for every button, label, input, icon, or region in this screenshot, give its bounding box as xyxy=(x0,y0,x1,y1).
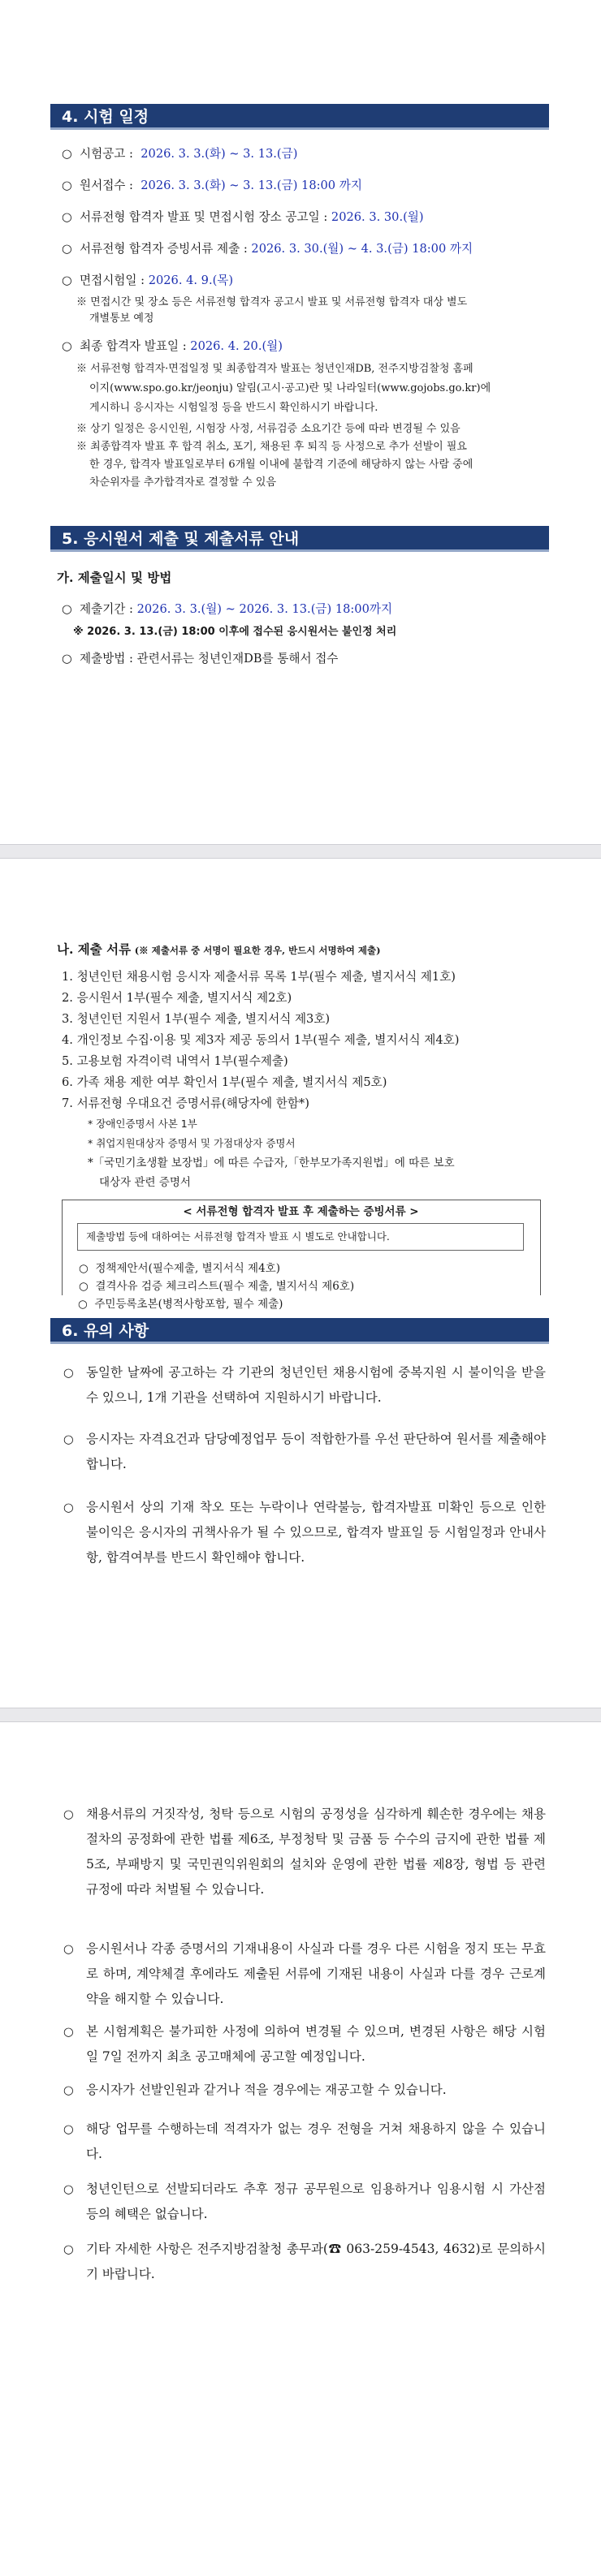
notice-paragraph: 응시자는 자격요건과 담당예정업무 등이 적합한가를 우선 판단하여 원서를 제출해야 합니다. xyxy=(86,1432,546,1471)
document-item: 7. 서류전형 우대요건 증명서류(해당자에 한함*) xyxy=(62,1096,309,1110)
schedule-date: 2026. 3. 3.(화) ~ 3. 13.(금) 18:00 까지 xyxy=(141,179,362,192)
bullet: ○ xyxy=(62,210,72,224)
box-item xyxy=(79,1278,354,1294)
bullet: ○ xyxy=(62,179,72,192)
document-page-3 xyxy=(0,1722,601,2576)
box-item xyxy=(79,1260,280,1277)
schedule-label: 시험공고 : xyxy=(80,147,133,161)
preference-doc: 대상자 관련 증명서 xyxy=(99,1176,191,1189)
bullet: ○ xyxy=(62,652,72,666)
bullet: ○ xyxy=(62,339,72,353)
bullet: ○ xyxy=(62,147,72,161)
schedule-label: 원서접수 : xyxy=(80,179,133,192)
notice-line: 이지(www.spo.go.kr/jeonju) 알림(고시·공고)란 및 나라일터(www.gojobs.go.kr)에 xyxy=(89,382,491,394)
page-separator xyxy=(0,844,601,859)
preference-doc: *「국민기초생활 보장법」에 따른 수급자,「한부모가족지원법」에 따른 보호 xyxy=(88,1157,455,1170)
box-item-text: 결격사유 검증 체크리스트(필수 제출, 별지서식 제6호) xyxy=(95,1280,355,1293)
document-item: 4. 개인정보 수집·이용 및 제3자 제공 동의서 1부(필수 제출, 별지서식 제4호) xyxy=(62,1033,460,1047)
bullet: ○ xyxy=(63,1432,74,1446)
bullet: ○ xyxy=(78,1298,88,1311)
subsection-b-title xyxy=(57,941,381,958)
bullet: ○ xyxy=(63,2083,74,2097)
subsection-b-note: (※ 제출서류 중 서명이 필요한 경우, 반드시 서명하여 제출) xyxy=(134,945,381,956)
box-item xyxy=(78,1296,283,1312)
schedule-item-document-result xyxy=(62,209,424,226)
notice-paragraph: 기타 자세한 사항은 전주지방검찰청 총무과(☎ 063-259-4543, 4632)로 문의하시기 바랍니다. xyxy=(86,2242,546,2281)
submission-period xyxy=(62,601,392,618)
interview-note-2: 개별통보 예정 xyxy=(89,312,154,325)
notice-paragraph: 동일한 날짜에 공고하는 각 기관의 청년인턴 채용시험에 중복지원 시 불이익을 받을 수 있으니, 1개 기관을 선택하여 지원하시기 바랍니다. xyxy=(86,1365,546,1405)
bullet: ○ xyxy=(63,2242,74,2256)
notice-paragraph: 응시원서 상의 기재 착오 또는 누락이나 연락불능, 합격자발표 미확인 등으로 인한 불이익은 응시자의 귀책사유가 될 수 있으므로, 합격자 발표일 등 시험일정과 안내사항, 합격여부를 반드시 확인해야 합니다. xyxy=(86,1500,546,1565)
period-value: 2026. 3. 3.(월) ~ 2026. 3. 13.(금) 18:00까지 xyxy=(136,602,393,616)
notice-paragraph: 본 시험계획은 불가피한 사정에 의하여 변경될 수 있으며, 변경된 사항은 해당 시험일 7일 전까지 최초 공고매체에 공고할 예정입니다. xyxy=(86,2024,546,2064)
box-inner-text: 제출방법 등에 대하여는 서류전형 합격자 발표 시 별도로 안내합니다. xyxy=(86,1230,390,1243)
bullet: ○ xyxy=(63,1501,74,1514)
document-item: 6. 가족 채용 제한 여부 확인서 1부(필수 제출, 별지서식 제5호) xyxy=(62,1075,387,1089)
schedule-item-interview xyxy=(62,273,233,289)
bullet: ○ xyxy=(62,274,72,287)
notice-paragraph: 해당 업무를 수행하는데 적격자가 없는 경우 전형을 거쳐 채용하지 않을 수 있습니다. xyxy=(86,2122,546,2161)
post-result-documents-box xyxy=(62,1200,541,1295)
schedule-label: 서류전형 합격자 발표 및 면접시험 장소 공고일 : xyxy=(80,210,328,224)
notice-line: ※ 최종합격자 발표 후 합격 취소, 포기, 채용된 후 퇴직 등 사정으로 추가 선발이 필요 xyxy=(76,441,467,453)
schedule-date: 2026. 3. 30.(월) xyxy=(331,210,424,224)
notice-paragraph: 청년인턴으로 선발되더라도 추후 정규 공무원으로 임용하거나 임용시험 시 가산점 등의 혜택은 없습니다. xyxy=(86,2182,546,2221)
bullet: ○ xyxy=(62,602,72,616)
interview-note-1: ※ 면접시간 및 장소 등은 서류전형 합격자 공고시 발표 및 서류전형 합격자 대상 별도 xyxy=(76,296,468,308)
page-separator xyxy=(0,1708,601,1722)
submission-method xyxy=(62,651,338,667)
schedule-label: 최종 합격자 발표일 : xyxy=(80,339,187,353)
deadline-note: ※ 2026. 3. 13.(금) 18:00 이후에 접수된 응시원서는 불인정 처리 xyxy=(73,626,397,638)
schedule-item-application xyxy=(62,178,362,194)
box-item-text: 주민등록초본(병적사항포함, 필수 제출) xyxy=(94,1298,283,1311)
notice-line: 게시하니 응시자는 시험일정 등을 반드시 확인하시기 바랍니다. xyxy=(89,402,378,414)
bullet: ○ xyxy=(63,2122,74,2136)
document-item: 3. 청년인턴 지원서 1부(필수 제출, 별지서식 제3호) xyxy=(62,1012,331,1026)
document-item: 1. 청년인턴 채용시험 응시자 제출서류 목록 1부(필수 제출, 별지서식 제1호) xyxy=(62,970,456,984)
bullet: ○ xyxy=(63,2025,74,2039)
preference-doc: * 장애인증명서 사본 1부 xyxy=(88,1118,197,1130)
notice-line: ※ 상기 일정은 응시인원, 시험장 사정, 서류검증 소요기간 등에 따라 변경될 수 있음 xyxy=(76,423,460,435)
schedule-label: 서류전형 합격자 증빙서류 제출 : xyxy=(80,242,248,256)
preference-doc: * 취업지원대상자 증명서 및 가점대상자 증명서 xyxy=(88,1137,296,1149)
bullet: ○ xyxy=(63,1807,74,1821)
document-page-1 xyxy=(0,0,601,844)
document-item: 5. 고용보험 자격이력 내역서 1부(필수제출) xyxy=(62,1054,288,1068)
bullet: ○ xyxy=(79,1262,89,1275)
document-item: 2. 응시원서 1부(필수 제출, 별지서식 제2호) xyxy=(62,991,292,1005)
subsection-b-label: 나. 제출 서류 xyxy=(57,941,132,957)
notice-paragraph: 응시원서나 각종 증명서의 기재내용이 사실과 다를 경우 다른 시험을 정지 또는 무효로 하며, 계약체결 후에라도 제출된 서류에 기재된 내용이 사실과 다를 경우 근로계약을 해지할 수 있습니다. xyxy=(86,1941,546,2006)
period-label: 제출기간 : xyxy=(80,602,133,616)
notice-line: 차순위자를 추가합격자로 결정할 수 있음 xyxy=(89,476,277,489)
box-item-text: 정책제안서(필수제출, 별지서식 제4호) xyxy=(95,1262,280,1275)
bullet: ○ xyxy=(63,1366,74,1380)
schedule-date: 2026. 4. 20.(월) xyxy=(190,339,283,353)
schedule-item-final xyxy=(62,338,283,355)
notice-paragraph: 응시자가 선발인원과 같거나 적을 경우에는 재공고할 수 있습니다. xyxy=(86,2083,447,2097)
subsection-a-title: 가. 제출일시 및 방법 xyxy=(57,570,172,585)
box-inner-note xyxy=(77,1223,524,1251)
schedule-item-announcement xyxy=(62,146,297,162)
box-title: < 서류전형 합격자 발표 후 제출하는 증빙서류 > xyxy=(183,1205,419,1218)
schedule-date: 2026. 4. 9.(목) xyxy=(148,274,234,287)
schedule-date: 2026. 3. 30.(월) ~ 4. 3.(금) 18:00 까지 xyxy=(251,242,473,256)
bullet: ○ xyxy=(63,1942,74,1956)
document-page-2 xyxy=(0,859,601,1708)
notice-paragraph: 채용서류의 거짓작성, 청탁 등으로 시험의 공정성을 심각하게 훼손한 경우에는 채용절차의 공정화에 관한 법률 제6조, 부정청탁 및 금품 등 수수의 금지에 관한 법률 제5조, 부패방지 및 국민권익위원회의 설치와 운영에 관한 법률 제8장, 형법 등 관련 규정에 따라 처벌될 수 있습니다. xyxy=(86,1807,546,1897)
method-text: 제출방법 : 관련서류는 청년인재DB를 통해서 접수 xyxy=(80,652,339,666)
schedule-label: 면접시험일 : xyxy=(80,274,145,287)
bullet: ○ xyxy=(79,1280,89,1293)
schedule-date: 2026. 3. 3.(화) ~ 3. 13.(금) xyxy=(141,147,298,161)
section-4-header: 4. 시험 일정 xyxy=(50,104,549,130)
notice-line: 한 경우, 합격자 발표일로부터 6개월 이내에 불합격 기준에 해당하지 않는 사람 중에 xyxy=(89,459,473,471)
notice-line: ※ 서류전형 합격자·면접일정 및 최종합격자 발표는 청년인재DB, 전주지방검찰청 홈페 xyxy=(76,363,473,375)
section-5-header: 5. 응시원서 제출 및 제출서류 안내 xyxy=(50,526,549,552)
bullet: ○ xyxy=(63,2182,74,2196)
bullet: ○ xyxy=(62,242,72,256)
section-6-header: 6. 유의 사항 xyxy=(50,1318,549,1344)
schedule-item-proof-submission xyxy=(62,241,473,257)
